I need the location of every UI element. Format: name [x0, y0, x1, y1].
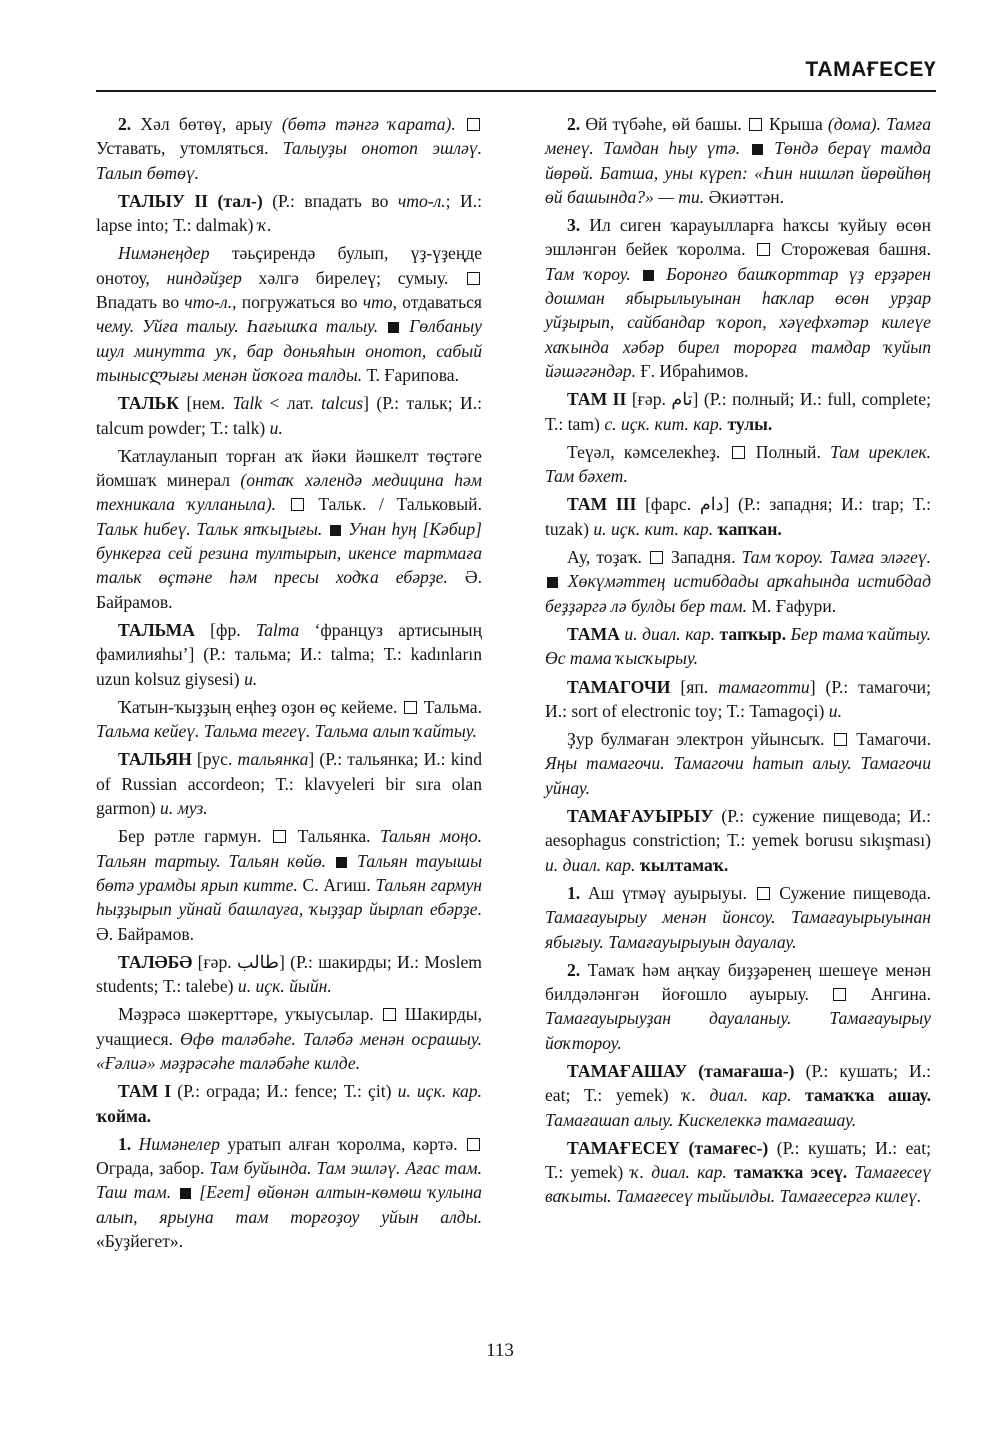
dictionary-entry: 1. Нимәнелер уратып алған ҡоролма, кәртә. Ограда, забор. Там буйында. Там эшләү. Ағас там. Таш там. [Егет] өйөнән алтын-көмөш ҡулына алып, ярыуна там торғоҙоу уйын алды. «Буҙйегет».: [96, 1133, 483, 1252]
dictionary-entry: ТАМА и. диал. кар. тапҡыр. Бер тама ҡайтыу. Өс тама ҡысҡырыу.: [545, 623, 932, 669]
dictionary-entry: ТАМАҒАШАУ (тамағаша-) (Р.: кушать; И.: eat; Т.: yemek) ҡ. диал. кар. тамаҡҡа ашау. Тамағашап алыу. Кискелеккә тамағашау.: [545, 1060, 931, 1130]
dictionary-entry: Ҙур булмаған электрон уйынсыҡ. Тамагочи. Яңы тамагочи. Тамагочи һатып алыу. Тамагочи уйнау.: [545, 729, 931, 798]
square-icon: [834, 733, 847, 746]
square-icon: [467, 118, 480, 131]
square-icon: [291, 498, 304, 511]
filled-square-icon: [336, 857, 347, 868]
filled-square-icon: [180, 1188, 191, 1199]
dictionary-entry: ТАМАҒЕСЕҮ (тамағес-) (Р.: кушать; И.: eat; Т.: yemek) ҡ. диал. кар. тамаҡҡа эсеү. Тамағесеү ваҡыты. Тамағесеү тыйылды. Тамағесергә килеү.: [545, 1137, 931, 1207]
square-icon: [757, 243, 770, 256]
square-icon: [732, 446, 745, 459]
dictionary-entry: Ҡатын-ҡыҙҙың еңһеҙ оҙон өҫ кейеме. Тальма. Тальма кейеү. Тальма тегеү. Тальма алып ҡайтыу.: [96, 696, 482, 742]
page-number: 113: [486, 1340, 514, 1361]
square-icon: [650, 551, 663, 564]
dictionary-entry: ТАМ II [ғәр. تام] (Р.: полный; И.: full, complete; Т.: tam) с. иҫк. кит. кар. тулы.: [545, 389, 931, 434]
dictionary-entry: Мәҙрәсә шәкерттәре, уҡыусылар. Шакирды, учащиеся. Өфө таләбәһе. Таләбә менән осрашыу. «Ғәлиә» мәҙрәсәһе таләбәһе килде.: [96, 1004, 483, 1073]
running-header: [96, 52, 936, 92]
dictionary-entry: Ау, тоҙаҡ. Западня. Там ҡороу. Тамға эләгеү. Хөкүмәттең истибдады арҡаһында истибдад беҙҙәргә лә булды бер там. М. Ғафури.: [545, 547, 931, 616]
dictionary-entry: ТАМАҒАУЫРЫУ (Р.: сужение пищевода; И.: aesophagus constriction; Т.: yemek borusu sıkışması) и. диал. кар. ҡылтамаҡ.: [545, 806, 931, 875]
dictionary-entry: ТАЛЬМА [фр. Talma ‘француз артисының фамилияһы’] (Р.: тальма; И.: talma; Т.: kadınların uzun kolsuz giysesi) и.: [96, 619, 482, 689]
left-column: [96, 112, 482, 1257]
dictionary-entry: 2. Өй түбәһе, өй башы. Крыша (дома). Тамға менеү. Тамдан һыу үтә. Төндә бераү тамда йөрөй. Батша, уны күреп: «Һин нишләп йөрөйһөң өй башында?» — ти. Әкиәттән.: [545, 114, 931, 207]
dictionary-entry: ТАМ I (Р.: ограда; И.: fence; Т.: çit) и. иҫк. кар. ҡойма.: [96, 1081, 482, 1126]
square-icon: [467, 1138, 480, 1151]
square-icon: [749, 118, 762, 131]
dictionary-entry: ТАМ III [фарс. دام] (Р.: западня; И.: trap; Т.: tuzak) и. иҫк. кит. кар. ҡапҡан.: [545, 494, 931, 539]
dictionary-entry: 2. Тамаҡ һәм аңҡау биҙҙәренең шешеүе менән билдәләнгән йоғошло ауырыу. Ангина. Тамағауырыуҙан дауаланыу. Тамағауырыу йоҡтороу.: [545, 959, 932, 1053]
square-icon: [404, 701, 417, 714]
dictionary-entry: ТАМАГОЧИ [яп. тамаготти] (Р.: тамагочи; И.: sort of electronic toy; Т.: Tamagoçi) и.: [545, 676, 931, 721]
dictionary-entry: ТАЛЬЯН [рус. тальянка] (Р.: тальянка; И.: kind of Russian accordeon; Т.: klavyeleri bir sıra olan garmon) и. муз.: [96, 749, 482, 819]
square-icon: [467, 272, 480, 285]
dictionary-entry: Нимәнеңдер тәьҫирендә булып, үҙ-үҙеңде онотоу, ниндәйҙер хәлгә бирелеү; сумыу. Впадать во что-л., погружаться во что, отдаваться чему. Уйға талыу. Һағышҡа талыу. Гөлбаныу шул минутта уҡ, бар доньяһын онотоп, сабый тынысლығы менән йоҡоға талды. Т. Ғарипова.: [96, 243, 482, 385]
right-column: [545, 112, 931, 1213]
running-head-title: ТАМАҒЕСЕҮ: [805, 58, 936, 81]
dictionary-entry: Теүәл, кәмселекһеҙ. Полный. Там иреклек. Там бәхет.: [545, 441, 932, 487]
dictionary-entry: ТАЛЫУ II (тал-) (Р.: впадать во что-л.; И.: lapse into; Т.: dalmak) ҡ.: [96, 190, 483, 236]
dictionary-entry: 1. Аш үтмәү ауырыуы. Сужение пищевода. Тамағауырыу менән йонсоу. Тамағауырыуынан ябығыу. Тамағауырыуын дауалау.: [545, 882, 931, 952]
square-icon: [757, 887, 770, 900]
filled-square-icon: [330, 525, 341, 536]
dictionary-entry: Ҡатлауланып торған аҡ йәки йәшкелт төҫтәге йомшаҡ минерал (онтаҡ хәлендә медицина һәм техникала ҡулланыла). Тальк. / Тальковый. Тальк һибеү. Тальк япҡыլығы. Унан һуң [Кәбир] бункерға сей резина тултырып, икенсе тартмаға тальк өҫтәне һәм пресы ходҡа ебәрҙе. Ә. Байрамов.: [96, 445, 482, 612]
filled-square-icon: [388, 322, 399, 333]
dictionary-entry: ТАЛЬК [нем. Talk < лат. talcus] (Р.: тальк; И.: talcum powder; Т.: talk) и.: [96, 393, 482, 438]
dictionary-entry: 2. Хәл бөтөү, арыу (бөтә тәнгә ҡарата). Уставать, утомляться. Талыуҙы онотоп эшләү. Талып бөтөү.: [96, 114, 482, 183]
filled-square-icon: [643, 270, 654, 281]
filled-square-icon: [547, 577, 558, 588]
filled-square-icon: [752, 144, 763, 155]
dictionary-entry: Бер рәтле гармун. Тальянка. Тальян моңо. Тальян тартыу. Тальян көйө. Тальян тауышы бөтә урамды ярып китте. С. Агиш. Тальян гармун һыҙҙырып уйнай башлауға, ҡыҙҙар йырлап ебәрҙе. Ә. Байрамов.: [96, 826, 482, 944]
square-icon: [273, 830, 286, 843]
square-icon: [833, 988, 846, 1001]
dictionary-entry: 3. Ил сиген ҡарауылларға һаҡсы ҡуйыу өсөн эшләнгән бейек ҡоролма. Сторожевая башня. Там ҡороу. Боронғо башҡорттар үҙ ерҙәрен дошман ябырылыуынан һаҡлар өсөн урҙар уйҙырып, сайбандар ҡороп, хәүефхәтәр килеүе хаҡында хәбәр бирел торорға тамдар ҡуйып йәшәгәндәр. Ғ. Ибраһимов.: [545, 215, 931, 381]
square-icon: [383, 1008, 396, 1021]
dictionary-entry: ТАЛӘБӘ [ғәр. طالب] (Р.: шакирды; И.: Moslem students; Т.: talebe) и. иҫк. йыйн.: [96, 951, 482, 997]
